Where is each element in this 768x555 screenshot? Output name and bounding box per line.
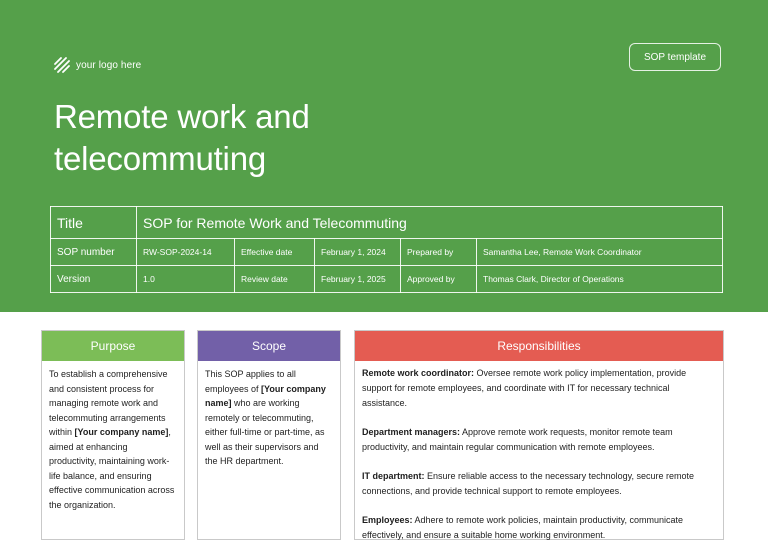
responsibility-text: Adhere to remote work policies, maintain productivity, communicate effectively, and ensure a suitable home working environment. xyxy=(362,515,683,540)
sop-number-label: SOP number xyxy=(51,239,137,266)
title-label: Title xyxy=(51,207,137,239)
responsibility-item xyxy=(362,469,716,499)
responsibility-item xyxy=(362,425,716,455)
approved-by-value: Thomas Clark, Director of Operations xyxy=(477,266,723,293)
sop-number-value: RW-SOP-2024-14 xyxy=(137,239,235,266)
responsibility-text: Ensure reliable access to the necessary technology, secure remote connections, and provide technical support to remote employees. xyxy=(362,471,694,496)
responsibility-text: Approve remote work requests, monitor remote team productivity, and maintain regular communication with remote employees. xyxy=(362,427,673,452)
scope-card xyxy=(197,330,341,540)
title-value: SOP for Remote Work and Telecommuting xyxy=(137,207,723,239)
effective-date-label: Effective date xyxy=(235,239,315,266)
effective-date-value: February 1, 2024 xyxy=(315,239,401,266)
responsibilities-card xyxy=(354,330,724,540)
responsibility-text: Oversee remote work policy implementation, provide support for remote employees, and coordinate with IT for necessary technical assistance. xyxy=(362,368,687,408)
responsibilities-body xyxy=(355,361,723,543)
sop-metadata-table xyxy=(50,206,723,293)
page-title-line-1: Remote work and xyxy=(54,98,310,135)
logo-text: your logo here xyxy=(76,59,142,71)
purpose-card xyxy=(41,330,185,540)
purpose-body xyxy=(42,361,184,512)
sop-template-badge: SOP template xyxy=(629,43,721,71)
review-date-value: February 1, 2025 xyxy=(315,266,401,293)
responsibility-role: IT department: xyxy=(362,471,425,481)
version-row xyxy=(51,266,723,293)
purpose-heading: Purpose xyxy=(42,331,184,361)
purpose-company-placeholder: [Your company name] xyxy=(74,427,169,437)
sop-number-row xyxy=(51,239,723,266)
responsibility-item xyxy=(362,366,716,411)
scope-text-start: This SOP applies to all employees of xyxy=(205,369,296,394)
version-label: Version xyxy=(51,266,137,293)
responsibilities-heading: Responsibilities xyxy=(355,331,723,361)
responsibility-item xyxy=(362,513,716,543)
logo-stripes-icon xyxy=(54,57,70,73)
prepared-by-label: Prepared by xyxy=(401,239,477,266)
version-value: 1.0 xyxy=(137,266,235,293)
review-date-label: Review date xyxy=(235,266,315,293)
scope-text-end: who are working remotely or telecommuting, either full-time or part-time, as well as their supervisors and the HR department. xyxy=(205,398,325,466)
purpose-text-start: To establish a comprehensive and consistent process for managing remote work and telecommuting arrangements within xyxy=(49,369,168,437)
title-row xyxy=(51,207,723,239)
prepared-by-value: Samantha Lee, Remote Work Coordinator xyxy=(477,239,723,266)
scope-company-placeholder: [Your company name] xyxy=(205,383,326,408)
approved-by-label: Approved by xyxy=(401,266,477,293)
responsibility-role: Department managers: xyxy=(362,427,461,437)
purpose-text-end: , aimed at enhancing productivity, maintaining work-life balance, and ensuring effective communication across the organization. xyxy=(49,427,175,510)
page-title xyxy=(54,96,434,180)
page-title-line-2: telecommuting xyxy=(54,140,266,177)
scope-heading: Scope xyxy=(198,331,340,361)
responsibility-role: Remote work coordinator: xyxy=(362,368,475,378)
logo xyxy=(54,57,141,73)
responsibility-role: Employees: xyxy=(362,515,413,525)
scope-body xyxy=(198,361,340,469)
